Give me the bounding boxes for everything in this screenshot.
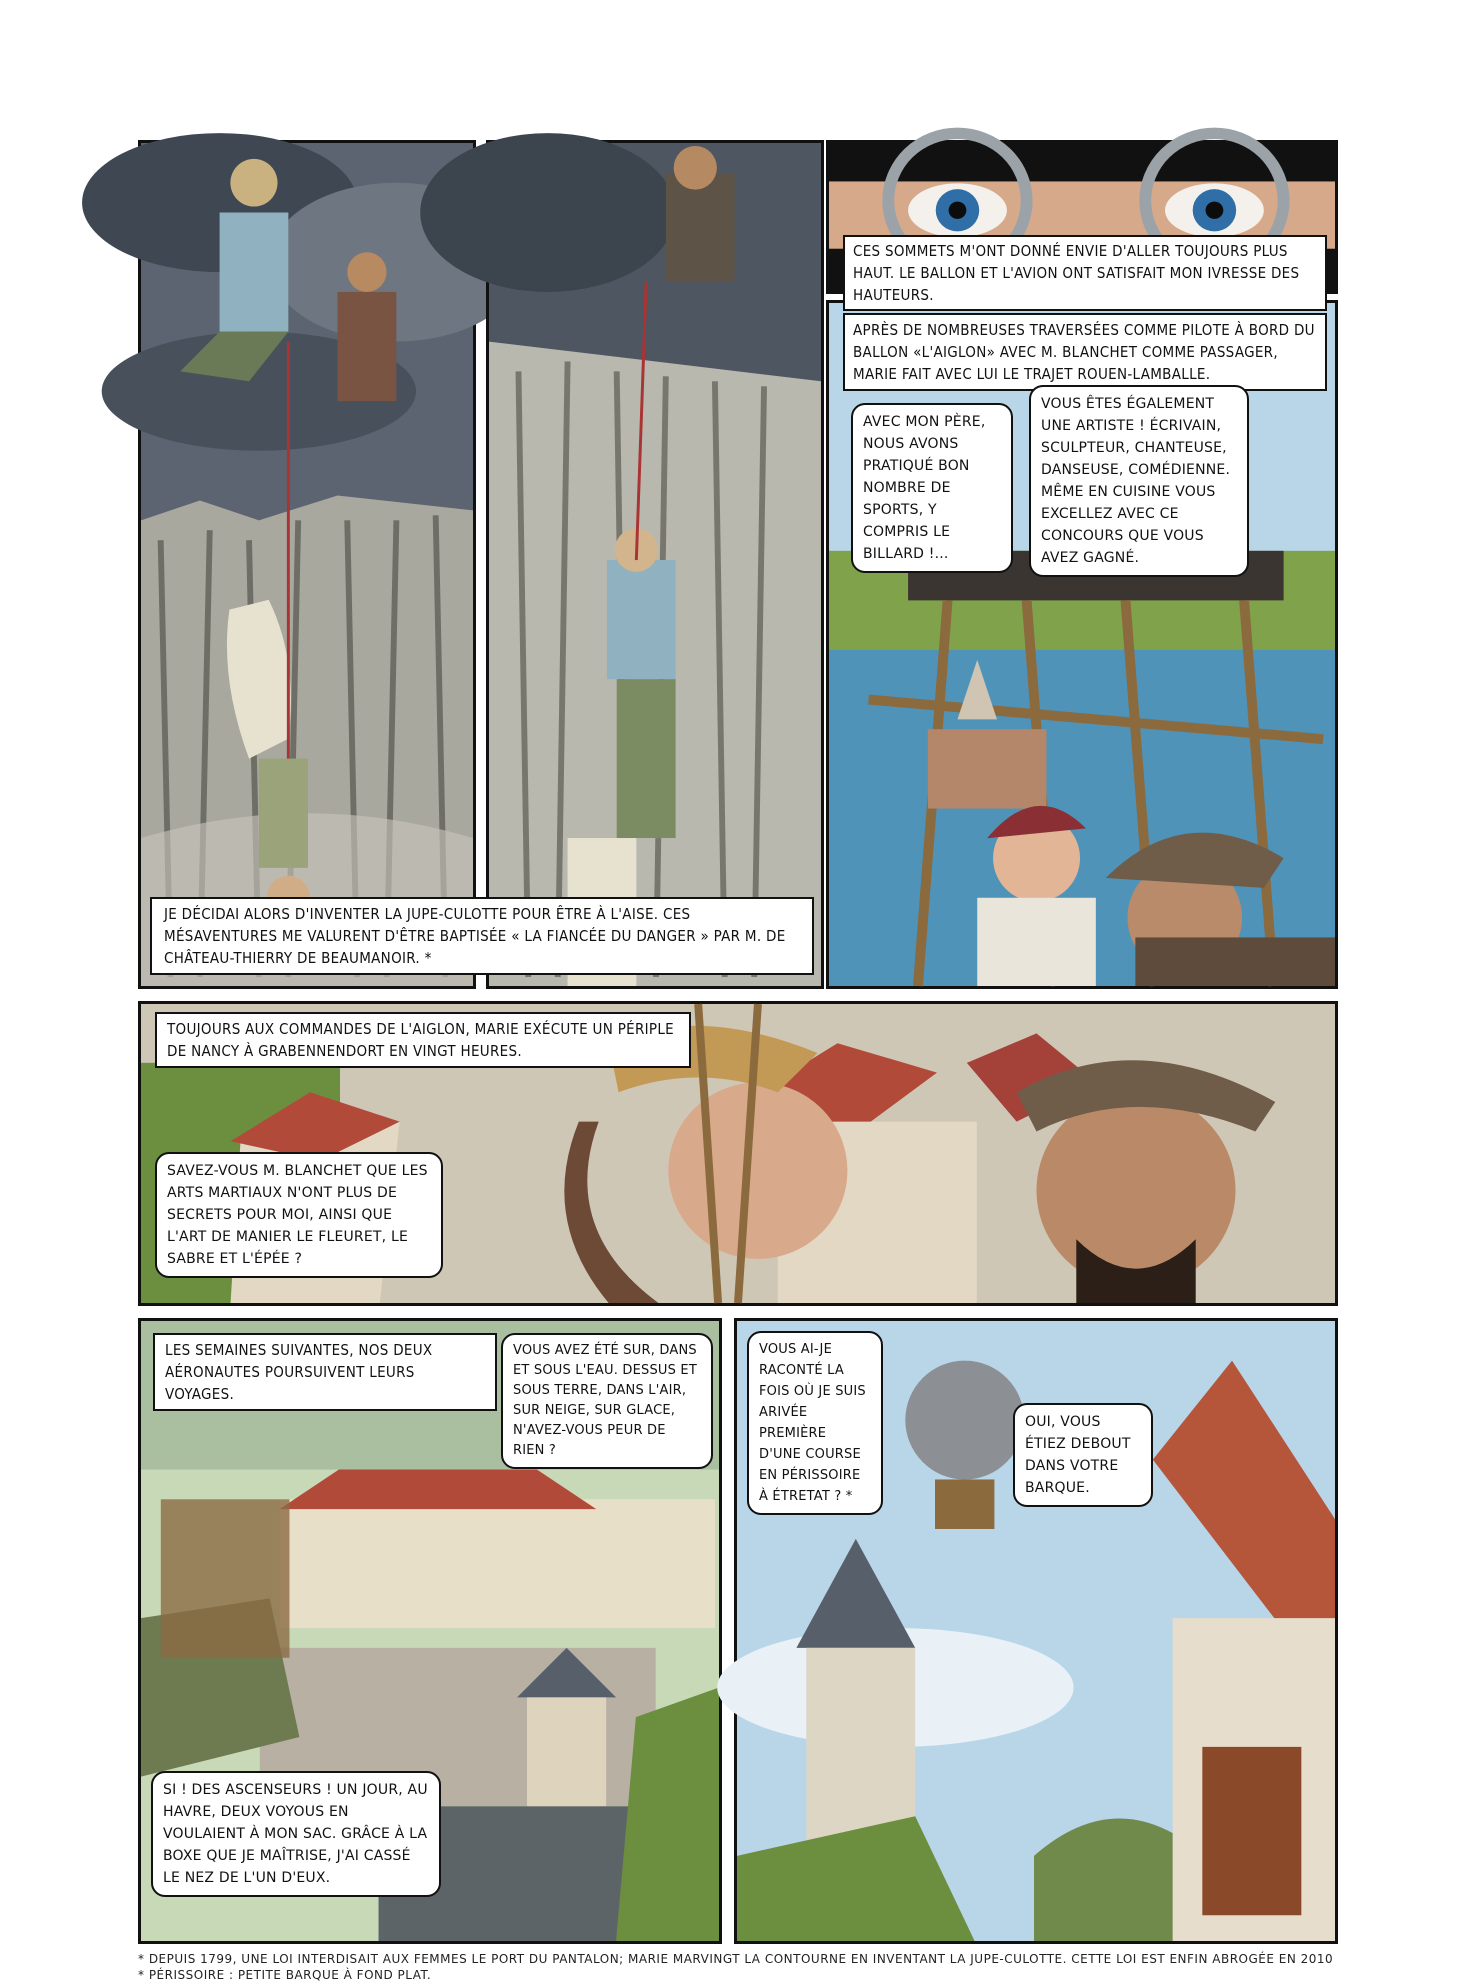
panel-cliff-fall	[138, 140, 476, 989]
panel-cliff-climb	[486, 140, 824, 989]
footnote-pantalon: * DEPUIS 1799, UNE LOI INTERDISAIT AUX FEMMES LE PORT DU PANTALON; MARIE MARVINGT LA CONTOURNE EN INVENTANT LA JUPE-CULOTTE. CETTE LOI EST ENFIN ABROGÉE EN 2010	[138, 1952, 1334, 1966]
caption-heights: CES SOMMETS M'ONT DONNÉ ENVIE D'ALLER TOUJOURS PLUS HAUT. LE BALLON ET L'AVION ONT SATISFAIT MON IVRESSE DES HAUTEURS.	[843, 235, 1327, 311]
cliff-fall-illustration	[141, 143, 473, 986]
caption-traversees: APRÈS DE NOMBREUSES TRAVERSÉES COMME PILOTE À BORD DU BALLON «L'AIGLON» AVEC M. BLANCHET COMME PASSAGER, MARIE FAIT AVEC LUI LE TRAJET ROUEN-LAMBALLE.	[843, 313, 1327, 391]
caption-nancy: TOUJOURS AUX COMMANDES DE L'AIGLON, MARIE EXÉCUTE UN PÉRIPLE DE NANCY À GRABENNENDORT EN VINGT HEURES.	[155, 1012, 691, 1068]
footnote-perissoire: * PÉRISSOIRE : PETITE BARQUE À FOND PLAT.	[138, 1968, 432, 1982]
panel-eyes	[826, 140, 1338, 304]
panel-nancy-trip	[138, 1001, 1338, 1306]
panel-balloon-river	[826, 300, 1338, 989]
panel-town-square	[138, 1318, 722, 1944]
speech-bubble-ascenseurs: SI ! DES ASCENSEURS ! UN JOUR, AU HAVRE, DEUX VOYOUS EN VOULAIENT À MON SAC. GRÂCE À LA BOXE QUE JE MAÎTRISE, J'AI CASSÉ LE NEZ DE L'UN D'EUX.	[151, 1771, 441, 1897]
cliff-climb-illustration	[489, 143, 821, 986]
speech-bubble-peur-de-rien: VOUS AVEZ ÉTÉ SUR, DANS ET SOUS L'EAU. DESSUS ET SOUS TERRE, DANS L'AIR, SUR NEIGE, SUR GLACE, N'AVEZ-VOUS PEUR DE RIEN ?	[501, 1333, 713, 1469]
panel-bell-tower	[734, 1318, 1338, 1944]
speech-bubble-barque: OUI, VOUS ÉTIEZ DEBOUT DANS VOTRE BARQUE.	[1013, 1403, 1153, 1507]
speech-bubble-artiste: VOUS ÊTES ÉGALEMENT UNE ARTISTE ! ÉCRIVAIN, SCULPTEUR, CHANTEUSE, DANSEUSE, COMÉDIENNE. MÊME EN CUISINE VOUS EXCELLEZ AVEC CE CONCOURS QUE VOUS AVEZ GAGNÉ.	[1029, 385, 1249, 577]
speech-bubble-arts-martiaux: SAVEZ-VOUS M. BLANCHET QUE LES ARTS MARTIAUX N'ONT PLUS DE SECRETS POUR MOI, AINSI QUE L'ART DE MANIER LE FLEURET, LE SABRE ET L'ÉPÉE ?	[155, 1152, 443, 1278]
caption-semaines: LES SEMAINES SUIVANTES, NOS DEUX AÉRONAUTES POURSUIVENT LEURS VOYAGES.	[153, 1333, 497, 1411]
speech-bubble-sports: AVEC MON PÈRE, NOUS AVONS PRATIQUÉ BON NOMBRE DE SPORTS, Y COMPRIS LE BILLARD !...	[851, 403, 1013, 573]
caption-jupe-culotte: JE DÉCIDAI ALORS D'INVENTER LA JUPE-CULOTTE POUR ÊTRE À L'AISE. CES MÉSAVENTURES ME VALURENT D'ÊTRE BAPTISÉE « LA FIANCÉE DU DANGER » PAR M. DE CHÂTEAU-THIERRY DE BEAUMANOIR. *	[150, 897, 814, 975]
speech-bubble-perissoire: VOUS AI-JE RACONTÉ LA FOIS OÙ JE SUIS ARIVÉE PREMIÈRE D'UNE COURSE EN PÉRISSOIRE À ÉTRETAT ? *	[747, 1331, 883, 1515]
